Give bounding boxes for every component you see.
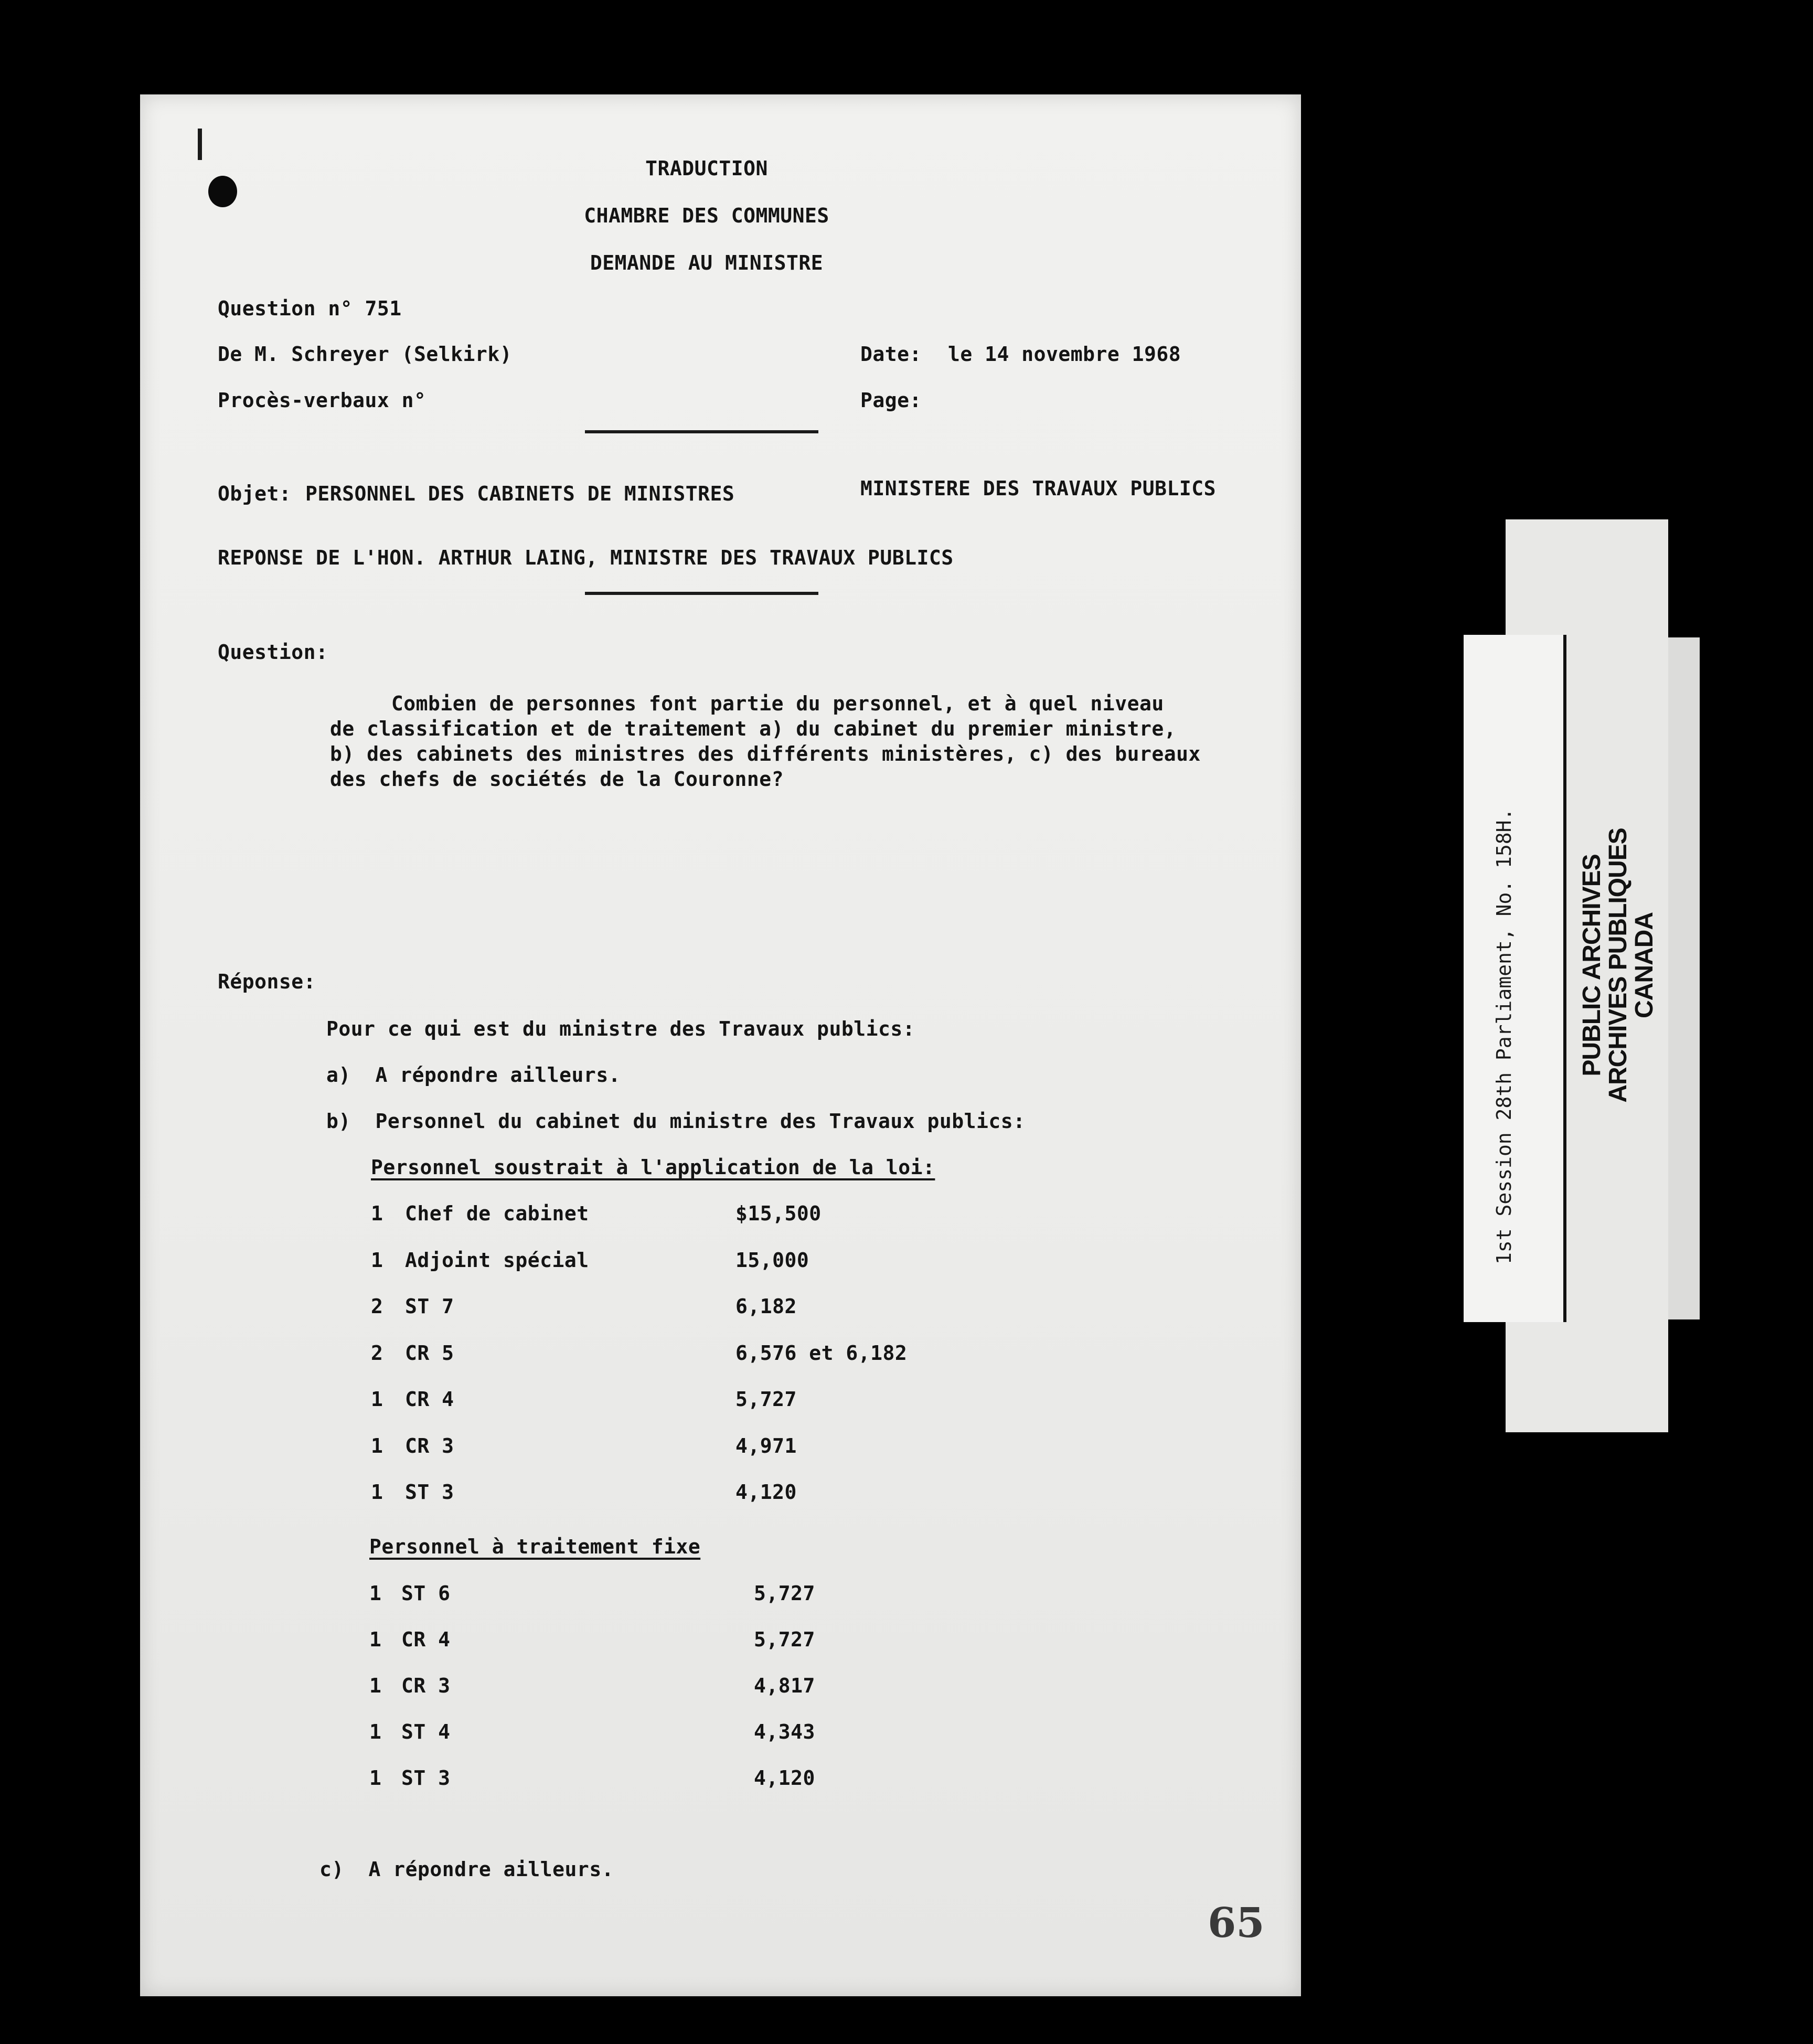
- answer-intro: Pour ce qui est du ministre des Travaux publics:: [326, 1017, 915, 1040]
- staff-salary: $15,500: [735, 1202, 822, 1225]
- staff-count: 1: [371, 1202, 383, 1225]
- question-line: b) des cabinets des ministres des différents ministères, c) des bureaux: [330, 742, 1201, 765]
- staff-salary: 4,120: [735, 1481, 797, 1504]
- staff-salary: 5,727: [754, 1582, 815, 1605]
- divider-rule: [585, 592, 818, 595]
- answer-heading: Réponse:: [218, 970, 316, 993]
- staff-salary: 4,817: [754, 1674, 815, 1697]
- staff-salary: 6,576 et 6,182: [735, 1341, 908, 1365]
- group1-title: Personnel soustrait à l'application de la loi:: [371, 1156, 935, 1179]
- staff-count: 1: [371, 1434, 383, 1457]
- staff-count: 1: [371, 1388, 383, 1411]
- staff-position: ST 3: [401, 1766, 451, 1790]
- question-author: De M. Schreyer (Selkirk): [218, 343, 513, 366]
- staff-salary: 4,120: [754, 1766, 815, 1790]
- header-request: DEMANDE AU MINISTRE: [590, 251, 824, 274]
- stamp-line: PUBLIC ARCHIVES: [1578, 854, 1606, 1077]
- answer-c: c) A répondre ailleurs.: [319, 1858, 614, 1881]
- question-number: Question n° 751: [218, 297, 402, 320]
- staff-salary: 4,343: [754, 1720, 815, 1743]
- date-value: le 14 novembre 1968: [948, 343, 1181, 366]
- stamp-line: CANADA: [1630, 912, 1658, 1018]
- response-by: REPONSE DE L'HON. ARTHUR LAING, MINISTRE DES TRAVAUX PUBLICS: [218, 546, 954, 569]
- staff-position: CR 3: [405, 1434, 454, 1457]
- question-line: Combien de personnes font partie du personnel, et à quel niveau: [330, 692, 1164, 715]
- staff-salary: 6,182: [735, 1295, 797, 1318]
- staff-position: ST 7: [405, 1295, 454, 1318]
- divider-rule: [585, 430, 818, 433]
- archive-reference: 1st Session 28th Parliament, No. 158H.: [1492, 808, 1516, 1264]
- proces-verbaux: Procès-verbaux n°: [218, 389, 426, 412]
- ink-mark: [198, 129, 202, 160]
- subject-text: PERSONNEL DES CABINETS DE MINISTRES: [305, 482, 735, 505]
- question-line: de classification et de traitement a) du cabinet du premier ministre,: [330, 717, 1177, 740]
- archive-stamp: [1579, 792, 1658, 1138]
- header-house: CHAMBRE DES COMMUNES: [584, 204, 829, 227]
- subject-label: Objet:: [218, 482, 292, 505]
- question-line: des chefs de sociétés de la Couronne?: [330, 768, 784, 791]
- staff-position: CR 3: [401, 1674, 451, 1697]
- staff-count: 1: [369, 1720, 382, 1743]
- staff-position: ST 3: [405, 1481, 454, 1504]
- staff-position: Adjoint spécial: [405, 1248, 589, 1272]
- staff-count: 1: [369, 1766, 382, 1790]
- question-heading: Question:: [218, 641, 328, 664]
- staff-count: 1: [369, 1582, 382, 1605]
- staff-count: 1: [369, 1628, 382, 1651]
- staff-salary: 4,971: [735, 1434, 797, 1457]
- punch-hole-mark: [208, 176, 237, 207]
- stamp-line: ARCHIVES PUBLIQUES: [1604, 828, 1632, 1103]
- staff-salary: 5,727: [754, 1628, 815, 1651]
- staff-position: ST 6: [401, 1582, 451, 1605]
- answer-b: b) Personnel du cabinet du ministre des Travaux publics:: [326, 1110, 1026, 1133]
- page-number: 65: [1208, 1899, 1265, 1947]
- staff-position: ST 4: [401, 1720, 451, 1743]
- staff-count: 2: [371, 1341, 383, 1365]
- header-translation: TRADUCTION: [645, 157, 768, 180]
- staff-salary: 15,000: [735, 1248, 809, 1272]
- subject-ministry: MINISTERE DES TRAVAUX PUBLICS: [860, 477, 1216, 500]
- slip-side-sheet: [1668, 637, 1700, 1319]
- page-label: Page:: [860, 389, 922, 412]
- document-page: [140, 94, 1301, 1996]
- staff-salary: 5,727: [735, 1388, 797, 1411]
- date-label: Date:: [860, 343, 922, 366]
- staff-position: CR 4: [401, 1628, 451, 1651]
- staff-position: Chef de cabinet: [405, 1202, 589, 1225]
- staff-count: 1: [369, 1674, 382, 1697]
- answer-a: a) A répondre ailleurs.: [326, 1063, 621, 1087]
- staff-count: 1: [371, 1248, 383, 1272]
- staff-count: 2: [371, 1295, 383, 1318]
- staff-position: CR 5: [405, 1341, 454, 1365]
- staff-position: CR 4: [405, 1388, 454, 1411]
- group2-title: Personnel à traitement fixe: [369, 1535, 701, 1558]
- staff-count: 1: [371, 1481, 383, 1504]
